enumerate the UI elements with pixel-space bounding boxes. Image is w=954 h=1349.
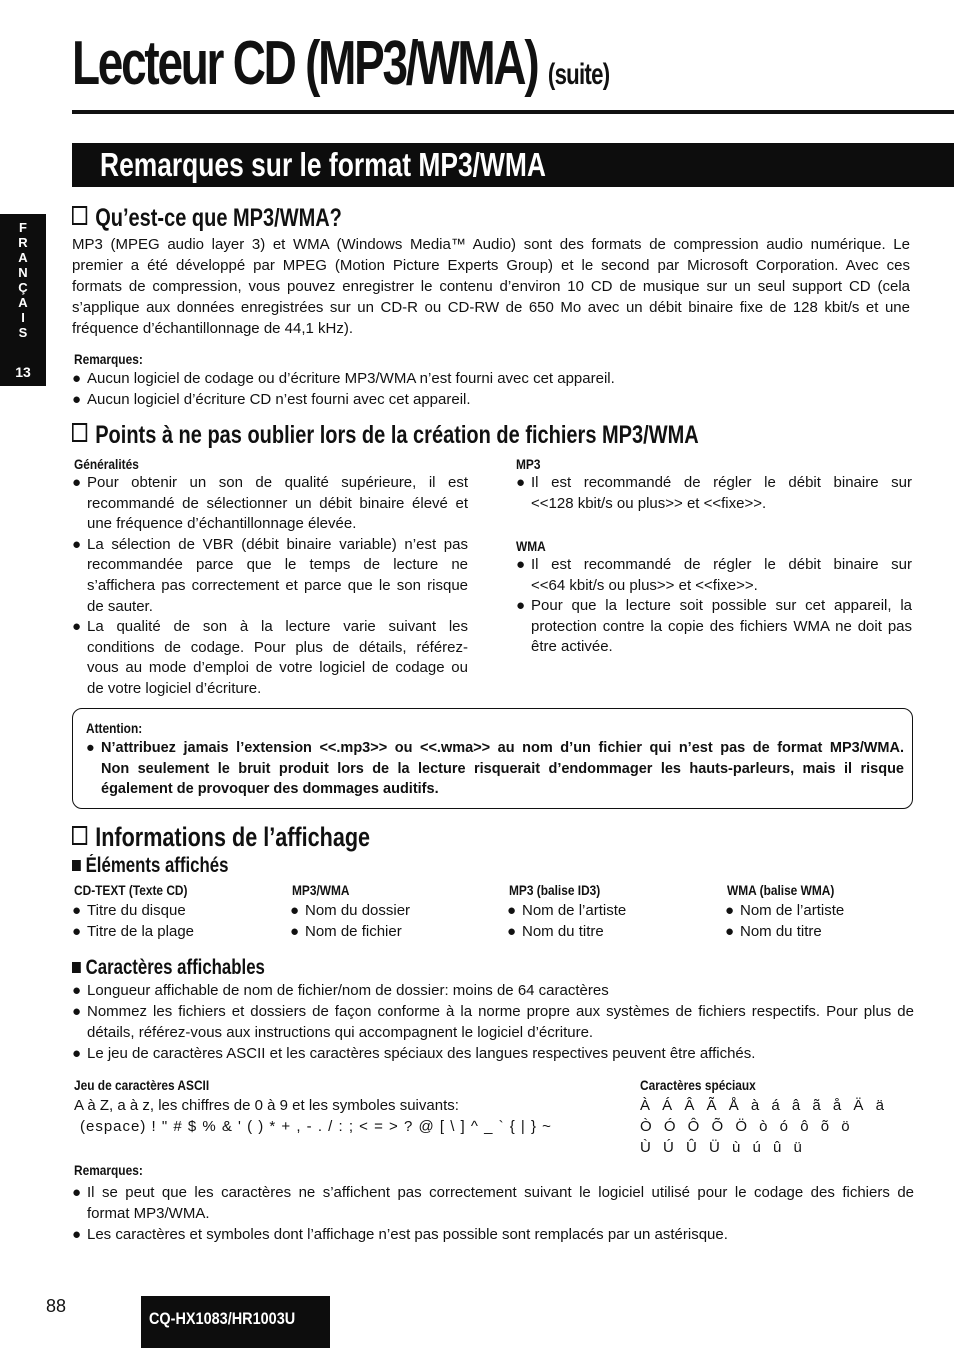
bullet-line: Le jeu de caractères ASCII et les caractères spéciaux des langues respectives peuvent être affichés. bbox=[87, 1045, 756, 1062]
column-item bbox=[507, 901, 717, 922]
paragraph-line: fréquence d’échantillonnage de 44,1 kHz). bbox=[72, 320, 354, 337]
square-bullet-icon bbox=[72, 962, 81, 973]
bullet-line: Les caractères et symboles dont l’affichage n’est pas possible sont remplacés par un astérisque. bbox=[87, 1226, 728, 1243]
column-item-text: Nom du titre bbox=[522, 923, 604, 940]
bullet-line: La qualité de son à la lecture varie suivant les bbox=[87, 618, 468, 636]
title-rule bbox=[72, 110, 954, 114]
bullet-icon: ● bbox=[516, 597, 526, 615]
bullet-line: format MP3/WMA. bbox=[87, 1205, 210, 1222]
bullet-icon: ● bbox=[86, 740, 95, 756]
model-number: CQ-HX1083/HR1003U bbox=[149, 1309, 296, 1328]
bullet-line: de votre logiciel d’écriture. bbox=[87, 679, 262, 697]
column-item-text: Nom de l’artiste bbox=[740, 902, 845, 919]
ascii-symbols: (espace) ! " # $ % & ' ( ) * + , - . / : ; < = > ? @ [ \ ] ^ _ ` { | } ~ bbox=[80, 1118, 552, 1135]
side-tab-letter: A bbox=[18, 250, 28, 265]
chapter-page-number: 13 bbox=[15, 364, 31, 380]
attention-warning bbox=[86, 738, 904, 800]
bullet-line: recommandé de sélectionner un débit binaire élevé et bbox=[87, 494, 468, 512]
bullet-line: protection contre la copie des fichiers WMA ne doit pas bbox=[531, 617, 912, 635]
special-chars-line: Ò Ó Ô Õ Ö ò ó ô õ ö bbox=[640, 1118, 854, 1135]
bullet-item bbox=[72, 1001, 914, 1043]
square-bullet-icon bbox=[72, 860, 81, 871]
column-label: MP3/WMA bbox=[292, 882, 350, 898]
displayable-chars-heading: Caractères affichables bbox=[72, 956, 265, 980]
bullet-line: conditions de codage. Pour plus de détails, référez- bbox=[87, 638, 468, 656]
bullet-line: La sélection de VBR (débit binaire variable) n’est pas bbox=[87, 535, 468, 553]
column-item bbox=[507, 922, 717, 943]
checkbox-square-icon bbox=[72, 206, 87, 225]
bullet-line: de sauter. bbox=[87, 597, 153, 615]
special-chars-line: À Á Â Ã Å à á â ã å Ä ä bbox=[640, 1097, 888, 1114]
column-item-text: Titre du disque bbox=[87, 902, 186, 919]
bullet-item bbox=[72, 617, 468, 699]
bullet-line: Pour que la lecture soit possible sur cet appareil, la bbox=[531, 597, 912, 615]
bullet-item bbox=[516, 596, 912, 658]
bullet-line: recommandée parce que le temps de lecture ne bbox=[87, 556, 468, 574]
paragraph-line: s’applique aux données enregistrées sur un CD-R ou CD-RW de 650 Mo avec un débit binaire fixe de 128 kbit/s et une bbox=[72, 299, 910, 316]
remark-item: ● Aucun logiciel d’écriture CD n’est fourni avec cet appareil. bbox=[72, 390, 902, 411]
checkbox-square-icon bbox=[72, 826, 87, 845]
bullet-line: <<128 kbit/s ou plus>> et <<fixe>>. bbox=[531, 494, 767, 512]
bullet-line: Longueur affichable de nom de fichier/nom de dossier: moins de 64 caractères bbox=[87, 982, 609, 999]
language-letters bbox=[0, 220, 46, 340]
remark-item: ● Aucun logiciel de codage ou d’écriture MP3/WMA n’est fourni avec cet appareil. bbox=[72, 369, 902, 390]
bullet-icon: ● bbox=[507, 923, 517, 940]
remarks-label: Remarques: bbox=[74, 351, 143, 367]
bullet-line: détails, référez-vous aux instructions qui accompagnent le logiciel d’écriture. bbox=[87, 1024, 594, 1041]
bullet-icon: ● bbox=[72, 618, 82, 636]
ascii-label: Jeu de caractères ASCII bbox=[74, 1077, 210, 1093]
bullet-icon: ● bbox=[72, 535, 82, 553]
bullet-line: Il est recommandé de régler le débit binaire sur bbox=[531, 556, 912, 573]
attention-line: Non seulement le bruit produit lors de la lecture risquerait d’endommager les hauts-parleurs, mais il risque bbox=[101, 760, 904, 777]
column-item-text: Nom de fichier bbox=[305, 923, 402, 940]
bullet-icon: ● bbox=[507, 902, 517, 919]
attention-label: Attention: bbox=[86, 720, 143, 736]
page-number: 88 bbox=[46, 1296, 67, 1316]
points-heading: Points à ne pas oublier lors de la création de fichiers MP3/WMA bbox=[72, 421, 699, 450]
bullet-icon: ● bbox=[72, 474, 82, 491]
section-banner bbox=[72, 143, 954, 187]
column-label: CD-TEXT (Texte CD) bbox=[74, 882, 188, 898]
page-title bbox=[72, 28, 609, 99]
column-item bbox=[725, 922, 935, 943]
bullet-icon: ● bbox=[290, 923, 300, 940]
what-is-paragraph bbox=[72, 234, 910, 339]
page-title-main: Lecteur CD (MP3/WMA) bbox=[72, 29, 538, 98]
side-tab-letter: R bbox=[18, 235, 28, 250]
column-label: WMA (balise WMA) bbox=[727, 882, 835, 898]
bullet-icon: ● bbox=[72, 1226, 82, 1243]
column-item bbox=[290, 922, 500, 943]
column-item-text: Nom du dossier bbox=[305, 902, 411, 919]
column-item-text: Titre de la plage bbox=[87, 923, 195, 940]
bullet-item bbox=[72, 535, 468, 617]
column-item bbox=[72, 922, 282, 943]
bullet-icon: ● bbox=[72, 923, 82, 940]
attention-line: N’attribuez jamais l’extension <<.mp3>> ou <<.wma>> au nom d’un fichier qui n’est pas de format MP3/WMA. bbox=[101, 740, 904, 756]
bullet-line: Il se peut que les caractères ne s’affichent pas correctement suivant le logiciel utilisé pour le codage des fichiers de bbox=[87, 1184, 914, 1201]
column-item bbox=[290, 901, 500, 922]
elements-heading: Éléments affichés bbox=[72, 854, 228, 878]
side-tab-letter: Ç bbox=[18, 280, 28, 295]
bullet-line: vous au mode d’emploi de votre logiciel de codage ou bbox=[87, 659, 468, 677]
attention-line: également de provoquer des dommages auditifs. bbox=[101, 781, 439, 797]
mp3-label: MP3 bbox=[516, 456, 541, 472]
bullet-line: <<64 kbit/s ou plus>> et <<fixe>>. bbox=[531, 576, 758, 594]
bullet-icon: ● bbox=[72, 1045, 82, 1062]
bullet-line: une fréquence d’échantillonnage élevée. bbox=[87, 515, 357, 533]
bullet-icon: ● bbox=[72, 982, 82, 999]
ascii-line: A à Z, a à z, les chiffres de 0 à 9 et les symboles suivants: bbox=[74, 1097, 459, 1114]
paragraph-line: premier a été développé par MPEG (Motion Picture Experts Group) et le second par Microsoft Corporation. Avec ces bbox=[72, 257, 910, 274]
special-chars-label: Caractères spéciaux bbox=[640, 1077, 756, 1093]
side-tab-letter: S bbox=[18, 325, 28, 340]
bullet-icon: ● bbox=[72, 1003, 82, 1020]
bullet-line: Pour obtenir un son de qualité supérieure, il est bbox=[87, 474, 468, 491]
bullet-icon: ● bbox=[725, 902, 735, 919]
bullet-item bbox=[516, 555, 912, 596]
checkbox-square-icon bbox=[72, 423, 87, 442]
side-tab-letter: N bbox=[18, 265, 28, 280]
model-badge bbox=[141, 1296, 330, 1348]
bullet-icon: ● bbox=[72, 391, 82, 408]
bullet-item bbox=[72, 473, 468, 535]
bullet-icon: ● bbox=[516, 474, 526, 491]
bullet-item bbox=[72, 1182, 914, 1224]
paragraph-line: formats de compression, vous pouvez enregistrer le contenu d’environ 10 CD de musique sur un seul support CD (cela bbox=[72, 278, 910, 295]
bullet-line: Nommez les fichiers et dossiers de façon conforme à la norme propre aux systèmes de fichiers respectifs. Pour plus de bbox=[87, 1003, 914, 1020]
column-item bbox=[725, 901, 935, 922]
bullet-icon: ● bbox=[725, 923, 735, 940]
page-title-suffix: (suite) bbox=[547, 58, 610, 91]
bullet-item bbox=[516, 473, 912, 514]
display-info-heading: Informations de l’affichage bbox=[72, 822, 370, 853]
bullet-icon: ● bbox=[516, 556, 526, 573]
column-item-text: Nom de l’artiste bbox=[522, 902, 627, 919]
bullet-icon: ● bbox=[72, 902, 82, 919]
bullet-line: s’affichera pas correctement et parce que le son risque bbox=[87, 576, 468, 594]
column-item bbox=[72, 901, 282, 922]
paragraph-line: MP3 (MPEG audio layer 3) et WMA (Windows Media™ Audio) sont des formats de compression audio numérique. Le bbox=[72, 236, 910, 253]
bullet-item bbox=[72, 1043, 914, 1064]
what-is-heading: Qu’est-ce que MP3/WMA? bbox=[72, 204, 342, 233]
column-item-text: Nom du titre bbox=[740, 923, 822, 940]
bullet-line: être activée. bbox=[531, 638, 613, 656]
side-tab-letter: F bbox=[19, 220, 27, 235]
special-chars-line: Ù Ú Û Ü ù ú û ü bbox=[640, 1139, 806, 1156]
language-side-tab bbox=[0, 214, 46, 386]
side-tab-letter: I bbox=[21, 310, 25, 325]
general-label: Généralités bbox=[74, 456, 139, 472]
wma-label: WMA bbox=[516, 538, 546, 554]
bullet-icon: ● bbox=[72, 1184, 82, 1201]
section-banner-text: Remarques sur le format MP3/WMA bbox=[100, 146, 546, 183]
remarks-label-2: Remarques: bbox=[74, 1162, 143, 1178]
bullet-icon: ● bbox=[290, 902, 300, 919]
bullet-item bbox=[72, 980, 914, 1001]
bullet-icon: ● bbox=[72, 370, 82, 387]
bullet-item bbox=[72, 1224, 914, 1245]
side-tab-letter: A bbox=[18, 295, 28, 310]
column-label: MP3 (balise ID3) bbox=[509, 882, 601, 898]
bullet-line: Il est recommandé de régler le débit binaire sur bbox=[531, 474, 912, 491]
